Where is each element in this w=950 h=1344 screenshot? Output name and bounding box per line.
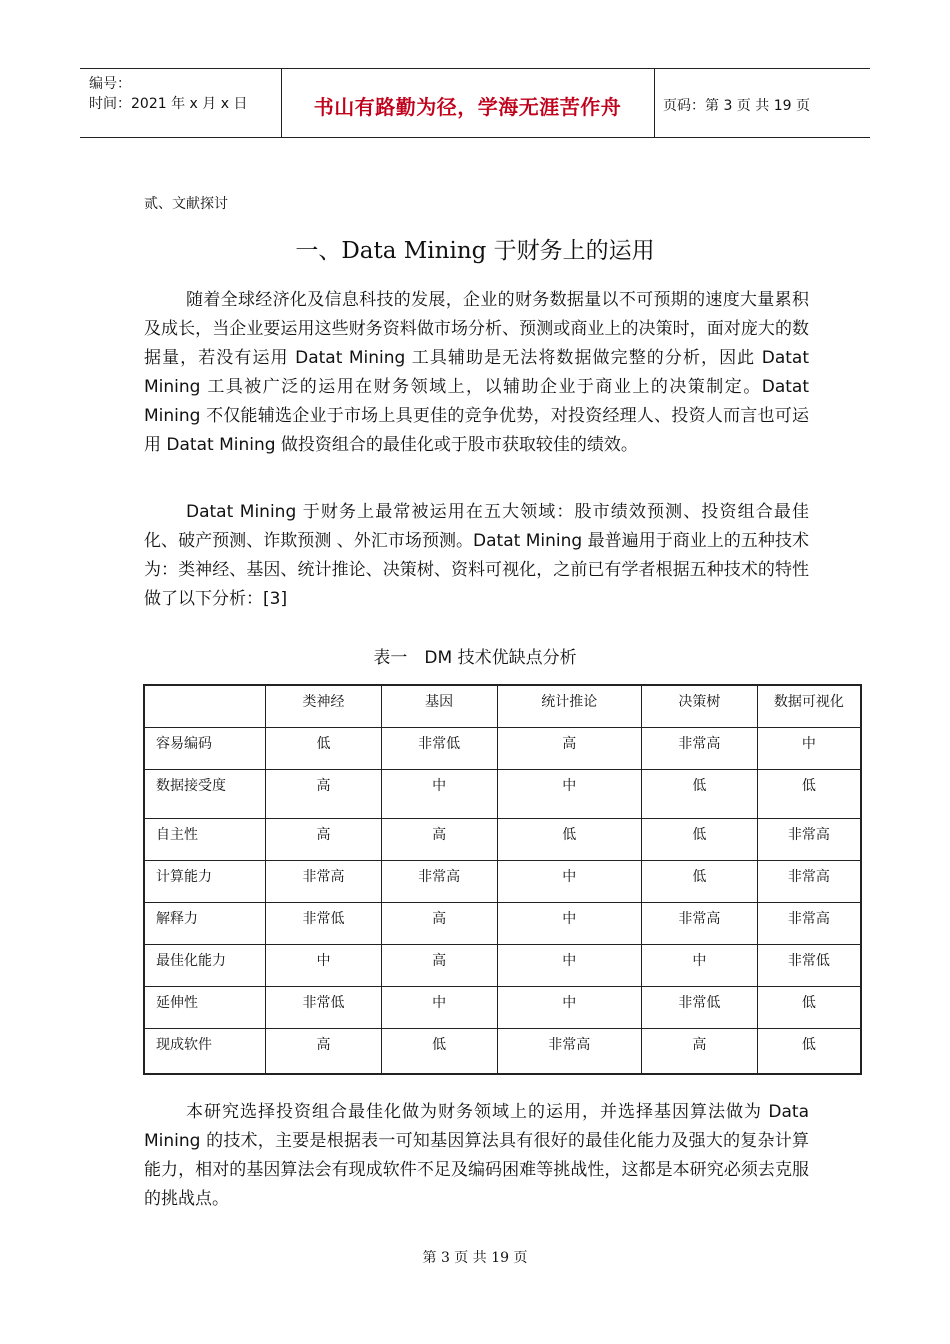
page-header	[80, 68, 870, 138]
header-motto: 书山有路勤为径，学海无涯苦作舟	[313, 95, 622, 119]
page-footer: 第 3 页 共 19 页	[422, 1250, 528, 1266]
table-cell: 低	[757, 769, 861, 818]
table-row-label: 解释力	[144, 902, 266, 944]
table-cell: 低	[642, 769, 758, 818]
table-cell: 非常低	[642, 986, 758, 1028]
paragraph-3: 本研究选择投资组合最佳化做为财务领域上的运用，并选择基因算法做为 Data Mining 的技术，主要是根据表一可知基因算法具有很好的最佳化能力及强大的复杂计算能力，相对的基因算法会有现成软件不足及编码困难等挑战性，这都是本研究必须去克服的挑战点。	[144, 1102, 809, 1209]
table-cell: 非常高	[642, 727, 758, 769]
table-header-cell: 决策树	[642, 685, 758, 727]
table-cell: 高	[497, 727, 642, 769]
table-cell: 低	[757, 986, 861, 1028]
header-page-cell	[654, 69, 870, 137]
table-header-cell	[144, 685, 266, 727]
table-cell: 非常高	[381, 860, 497, 902]
table-row	[144, 902, 861, 944]
table-header-cell: 基因	[381, 685, 497, 727]
table-header-cell: 数据可视化	[757, 685, 861, 727]
document-title: 一、Data Mining 于财务上的运用	[295, 238, 655, 264]
table-cell: 高	[266, 769, 382, 818]
paragraph-2: Datat Mining 于财务上最常被运用在五大领域：股市绩效预测、投资组合最佳化、破产预测、诈欺预测 、外汇市场预测。Datat Mining 最普遍用于商业上的五种技术为：类神经、基因、统计推论、决策树、资料可视化，之前已有学者根据五种技术的特性做了以下分析：[3]	[144, 502, 809, 609]
table-row-label: 数据接受度	[144, 769, 266, 818]
paragraph-1: 随着全球经济化及信息科技的发展，企业的财务数据量以不可预期的速度大量累积及成长，当企业要运用这些财务资料做市场分析、预测或商业上的决策时，面对庞大的数据量，若没有运用 Datat Mining 工具辅助是无法将数据做完整的分析，因此 Datat Mining 工具被广泛的运用在财务领域上，以辅助企业于商业上的决策制定。Datat Mining 不仅能辅选企业于市场上具更佳的竞争优势，对投资经理人、投资人而言也可运用 Datat Mining 做投资组合的最佳化或于股市获取较佳的绩效。	[144, 290, 809, 455]
table-cell: 非常低	[266, 986, 382, 1028]
table-header-cell: 类神经	[266, 685, 382, 727]
table-cell: 高	[381, 902, 497, 944]
table-cell: 低	[381, 1028, 497, 1074]
table-cell: 高	[642, 1028, 758, 1074]
header-meta-cell	[80, 69, 282, 137]
table-row	[144, 1028, 861, 1074]
table-cell: 高	[266, 1028, 382, 1074]
table-cell: 非常低	[381, 727, 497, 769]
header-page-label: 页码：第 3 页 共 19 页	[663, 98, 810, 114]
table-row-label: 最佳化能力	[144, 944, 266, 986]
table-cell: 中	[381, 986, 497, 1028]
table-cell: 非常高	[757, 902, 861, 944]
table-row	[144, 944, 861, 986]
table-row	[144, 769, 861, 818]
section-heading: 贰、文献探讨	[144, 196, 228, 212]
table-header-cell: 统计推论	[497, 685, 642, 727]
table-cell: 中	[497, 860, 642, 902]
table-cell: 中	[497, 944, 642, 986]
table-row-label: 延伸性	[144, 986, 266, 1028]
table-cell: 中	[757, 727, 861, 769]
table-cell: 低	[757, 1028, 861, 1074]
table-row	[144, 860, 861, 902]
table-cell: 非常高	[757, 818, 861, 860]
table-cell: 中	[266, 944, 382, 986]
table-cell: 高	[381, 818, 497, 860]
table-row-label: 现成软件	[144, 1028, 266, 1074]
table-row	[144, 818, 861, 860]
table-cell: 中	[497, 986, 642, 1028]
table-cell: 中	[497, 769, 642, 818]
table-cell: 非常高	[266, 860, 382, 902]
header-number-label: 编号：	[89, 76, 131, 92]
table-cell: 非常低	[757, 944, 861, 986]
table-cell: 非常低	[266, 902, 382, 944]
table-cell: 非常高	[497, 1028, 642, 1074]
table-cell: 中	[497, 902, 642, 944]
table-cell: 非常高	[642, 902, 758, 944]
table-cell: 高	[381, 944, 497, 986]
table-row-label: 计算能力	[144, 860, 266, 902]
table-row-label: 自主性	[144, 818, 266, 860]
table-caption: 表一 DM 技术优缺点分析	[373, 648, 577, 668]
table-cell: 中	[381, 769, 497, 818]
table-row	[144, 727, 861, 769]
header-time-label: 时间：2021 年 x 月 x 日	[89, 96, 248, 112]
table-cell: 低	[497, 818, 642, 860]
table-cell: 低	[642, 860, 758, 902]
table-cell: 非常高	[757, 860, 861, 902]
table-row-label: 容易编码	[144, 727, 266, 769]
table-cell: 低	[266, 727, 382, 769]
table-cell: 高	[266, 818, 382, 860]
table-header-row	[144, 685, 861, 727]
table-row	[144, 986, 861, 1028]
dm-technique-table	[143, 684, 862, 1075]
table-cell: 中	[642, 944, 758, 986]
table-cell: 低	[642, 818, 758, 860]
header-motto-cell	[281, 69, 655, 137]
